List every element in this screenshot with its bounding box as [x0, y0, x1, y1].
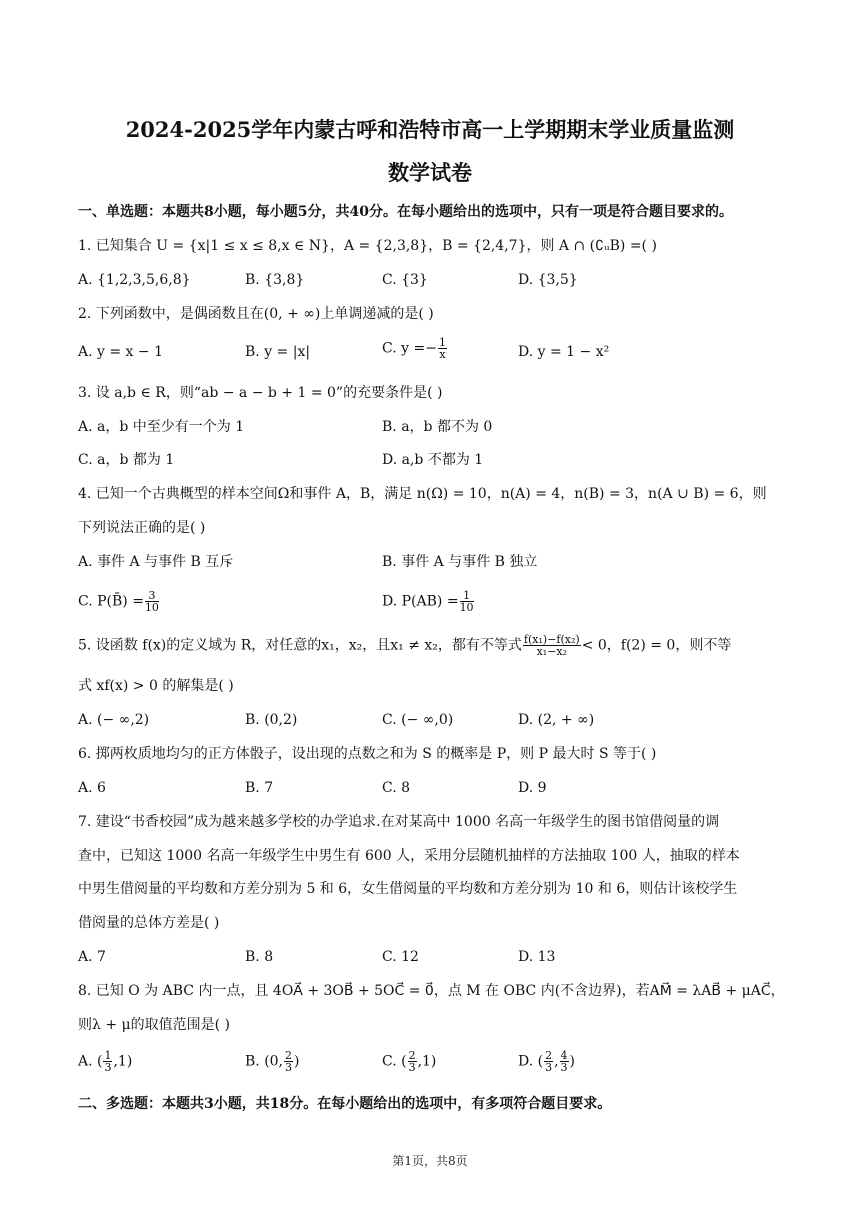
fraction: $\frac{3}{10}$ [144, 589, 159, 614]
question-1-option-c: C. {3} [382, 272, 428, 288]
question-2-option-c: C. y =− $\frac{1}{x}$ [382, 336, 446, 361]
fraction: $\frac{1}{x}$ [438, 336, 446, 361]
question-2-option-a: A. y = x − 1 [78, 344, 163, 360]
question-8-stem-line2: 则λ + μ的取值范围是( ) [78, 1017, 230, 1033]
question-5-option-b: B. (0,2) [245, 712, 298, 728]
fraction: $\frac{2}{3}$ [545, 1049, 553, 1074]
fraction: $\frac{2}{3}$ [408, 1049, 416, 1074]
question-5-option-d: D. (2, + ∞) [518, 712, 595, 728]
question-3-option-c: C. a，b 都为 1 [78, 452, 175, 468]
question-7-option-b: B. 8 [245, 949, 274, 965]
question-7-stem-line2: 查中，已知这 1000 名高一年级学生中男生有 600 人，采用分层随机抽样的方法抽取 100 人，抽取的样本 [78, 848, 740, 864]
question-4-option-a: A. 事件 A 与事件 B 互斥 [78, 554, 234, 570]
question-4-option-b: B. 事件 A 与事件 B 独立 [382, 554, 538, 570]
question-4-stem-line1: 4. 已知一个古典概型的样本空间Ω和事件 A，B，满足 n(Ω) = 10，n(A) = 4，n(B) = 3，n(A ∪ B) = 6，则 [78, 486, 767, 502]
question-7-option-d: D. 13 [518, 949, 556, 965]
fraction: $\frac{2}{3}$ [285, 1049, 293, 1074]
question-3-option-a: A. a，b 中至少有一个为 1 [78, 419, 245, 435]
question-1-option-b: B. {3,8} [245, 272, 305, 288]
question-2-option-d: D. y = 1 − x² [518, 344, 610, 360]
exam-title: 2024-2025学年内蒙古呼和浩特市高一上学期期末学业质量监测 [125, 117, 735, 142]
fraction: $\frac{1}{10}$ [459, 589, 474, 614]
question-3-option-b: B. a，b 都不为 0 [382, 419, 493, 435]
fraction: $\frac{4}{3}$ [560, 1049, 568, 1074]
question-3-stem: 3. 设 a,b ∈ R，则“ab − a − b + 1 = 0”的充要条件是( ) [78, 385, 443, 401]
question-1-stem: 1. 已知集合 U = {x|1 ≤ x ≤ 8,x ∈ N}，A = {2,3,8}，B = {2,4,7}，则 A ∩ (∁ᵤB) =( ) [78, 238, 657, 254]
question-8-stem-line1: 8. 已知 O 为 ABC 内一点，且 4OA⃗ + 3OB⃗ + 5OC⃗ = 0⃗，点 M 在 OBC 内(不含边界)，若AM⃗ = λAB⃗ + μAC⃗， [78, 983, 785, 999]
question-5-option-a: A. (− ∞,2) [78, 712, 150, 728]
question-3-option-d: D. a,b 不都为 1 [382, 452, 484, 468]
exam-subtitle: 数学试卷 [388, 160, 472, 185]
question-5-option-c: C. (− ∞,0) [382, 712, 454, 728]
question-6-option-d: D. 9 [518, 780, 547, 796]
question-6-option-b: B. 7 [245, 780, 274, 796]
question-1-option-d: D. {3,5} [518, 272, 578, 288]
section-heading-single-choice: 一、单选题：本题共8小题，每小题5分，共40分。在每小题给出的选项中，只有一项是符合题目要求的。 [78, 204, 733, 220]
question-7-option-a: A. 7 [78, 949, 106, 965]
question-2-stem: 2. 下列函数中，是偶函数且在(0, + ∞)上单调递减的是( ) [78, 306, 434, 322]
question-8-option-d: D. ( $\frac{2}{3}$ , $\frac{4}{3}$ ) [518, 1049, 576, 1074]
question-8-option-a: A. ( $\frac{1}{3}$ ,1) [78, 1049, 133, 1074]
question-7-option-c: C. 12 [382, 949, 419, 965]
question-1-option-a: A. {1,2,3,5,6,8} [78, 272, 191, 288]
question-8-option-c: C. ( $\frac{2}{3}$ ,1) [382, 1049, 437, 1074]
fraction: $\frac{\text{f(x₁)−f(x₂)}}{\text{x₁−x₂}}$ [523, 633, 580, 658]
question-6-option-c: C. 8 [382, 780, 411, 796]
question-5-stem-line1: 5. 设函数 f(x)的定义域为 R，对任意的x₁，x₂，且x₁ ≠ x₂，都有不等式 $\frac{\text{f(x₁)−f(x₂)}}{\text{x₁−x₂}}$ < 0，f(2) = 0，则不等 [78, 633, 732, 658]
fraction: $\frac{1}{3}$ [104, 1049, 112, 1074]
question-6-stem: 6. 掷两枚质地均匀的正方体骰子，设出现的点数之和为 S 的概率是 P，则 P 最大时 S 等于( ) [78, 746, 657, 762]
question-7-stem-line3: 中男生借阅量的平均数和方差分别为 5 和 6，女生借阅量的平均数和方差分别为 10 和 6，则估计该校学生 [78, 881, 738, 897]
page-footer: 第1页，共8页 [392, 1154, 468, 1168]
question-2-option-b: B. y = |x| [245, 344, 311, 360]
question-4-option-c: C. P(B̄) = $\frac{3}{10}$ [78, 589, 159, 614]
question-5-stem-line2: 式 xf(x) > 0 的解集是( ) [78, 678, 234, 694]
section-heading-multiple-choice: 二、多选题：本题共3小题，共18分。在每小题给出的选项中，有多项符合题目要求。 [78, 1096, 612, 1112]
question-4-stem-line2: 下列说法正确的是( ) [78, 520, 206, 536]
question-8-option-b: B. (0, $\frac{2}{3}$ ) [245, 1049, 300, 1074]
question-7-stem-line1: 7. 建设“书香校园”成为越来越多学校的办学追求.在对某高中 1000 名高一年级学生的图书馆借阅量的调 [78, 814, 720, 830]
question-7-stem-line4: 借阅量的总体方差是( ) [78, 915, 220, 931]
question-6-option-a: A. 6 [78, 780, 106, 796]
question-4-option-d: D. P(AB) = $\frac{1}{10}$ [382, 589, 474, 614]
